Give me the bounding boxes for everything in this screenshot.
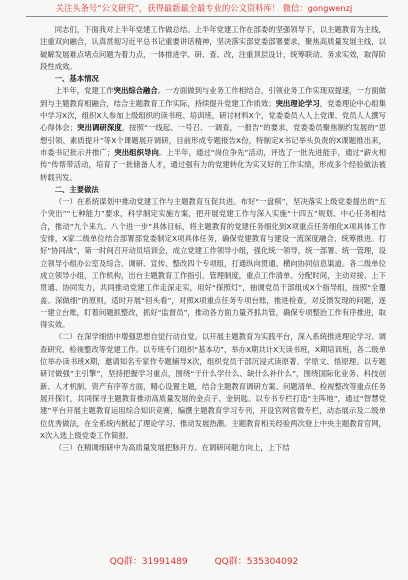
methods-paragraph-1: （一）在系统谋划中推动党建工作与主题教育互促共进。布好“一盘棋”，坚决落实上级党委提出的“五个突出”“七种能力”要求，科学制定实施方案，把开展党建工作与深入实施“十四五”规划、中心任务相结合，推动“九个来九、八个进一步”具体目标，将主题教育的党建任务细化到X项重点任务细化X项具体工作安排，X家二级单位结合部署部党委制定X项具体任务，确保党建教育与建设一流深度融合、统筹推进。打好“协同战”，第一时间召开动员培训会，成立党建工作领导小组，强化统一领导，统一部署、统一管理，设立领导小组办公室及综合、调研、宣传、整改四个专项组，打通纵向贯通、横向协同信息渠道。各二级单位成立领导小组，工作机构，出台主题教育工作指引、管理制度，重点工作清单、分配时间，主动对接、上下贯通、协同发力，共同推动党建工作走深走实，用好“探照灯”，抽调党员干部组成X个指导组，按照“全覆盖、深做细”的原则，适时开展“回头看”，对照X项重点任务专项台账，推进检查，对反馈发现的问题，逐一建立台账，盯着问题抓整改，抓好“监督员”，推动各方面力量齐抓共管，确保专项整治工作有序推进，取得实效。: [40, 197, 386, 330]
document-body: [40, 24, 386, 549]
intro-paragraph: 同志们，下面我对上半年党建工作做总结。上半年党建工作在部委的坚强领导下，以主题教育为主线，注重双向融合，认真贯彻习近平总书记重要讲话精神，坚决落实部党委部署要求，聚焦高质量发展主线，以破解发展难点堵点问题为着力点，一体推进学、研、查、改，注重顶层设计，统筹联动、务求实效，取得阶段性成效。: [40, 25, 386, 71]
footer-contact: [0, 555, 408, 569]
header-rule: [26, 16, 388, 17]
section-heading-basic: 一、基本情况: [54, 74, 99, 84]
basic-paragraph: 上半年，党建工作突出综合融合。一方面做到与业务工作相结合，引领业务工作实现双提速，一方面做到与主题教育相融合，结合主题教育工作实际，持续提升党建工作质效；突出理论学习，党委理论中心组集中学习X次，组织X人参加上级组织的读书班、培训班，研讨材料X个，党委委员人人上党课、党员人人撰写心得体会；突出调研深度，按照“一线起、一号召、一调查，一报告”的要求，党委委员聚焦制约发展的“思想引领、素质提升”等X个课题展开调研，目前形成专题报告X份，特制定X书记举头负责的X课题推出来，市委书记批示并推广；突出组织导向。上半年，通过“岗位争先”活动，评选了一批先进能手，通过“薪火相传”传帮带活动，培育了一批储备人才，通过强有力的党建转化为实又好的工作实绩，形成多个经验做法被转载刊发。: [40, 86, 386, 182]
methods-paragraph-3: （三）在精调细研中为高质量发展把脉开方。在调研问题方向上，上下结: [54, 443, 290, 453]
footer-qq-group-2: QQ群：535304092: [214, 557, 299, 567]
section-heading-methods: 二、主要做法: [54, 184, 99, 194]
top-banner: 关注头条号“公文研究”，获得最新最全最专业的公文资料库！ 微信：gongwenzj: [55, 3, 353, 13]
footer-qq-group-1: QQ群：31991489: [109, 557, 188, 567]
methods-paragraph-2: （二）在深学细悟中增强思想自觉行动自觉。以开展主题教育为实践平台，深入系统推进理论学习、调查研究、检视整改等党建工作。以专班专门组织“基本功”，举办X期共计X天读书班，X期培训班，各二级单位举办读书班X期，邀请知名专家作专题辅导X次，组织党员干部沉浸式读原著、学原文、悟原理。以专题研讨做强“主引擎”，坚持把握学习重点，围绕“干什么学什么、缺什么补什么”，围绕国际化业务、科技创新、人才机制、资产有序等方面，精心设置主题，结合主题教育调研方案、问题清单、检视整改等重点任务展开探讨，共同探寻主题教育推动高质量发展的金点子、金钥匙。以专书专栏打造“主阵地”，通过“智慧党建”平台开展主题教育运用综合知识竞赛，编撰主题教育学习专刊，开设官网官微专栏，动态展示及二级单位优秀做法，在全系统内掀起了理论学习、推动发展热潮。主题教育相关经验两次登上中央主题教育官网，X次入选上级党委工作简报。: [40, 332, 386, 440]
